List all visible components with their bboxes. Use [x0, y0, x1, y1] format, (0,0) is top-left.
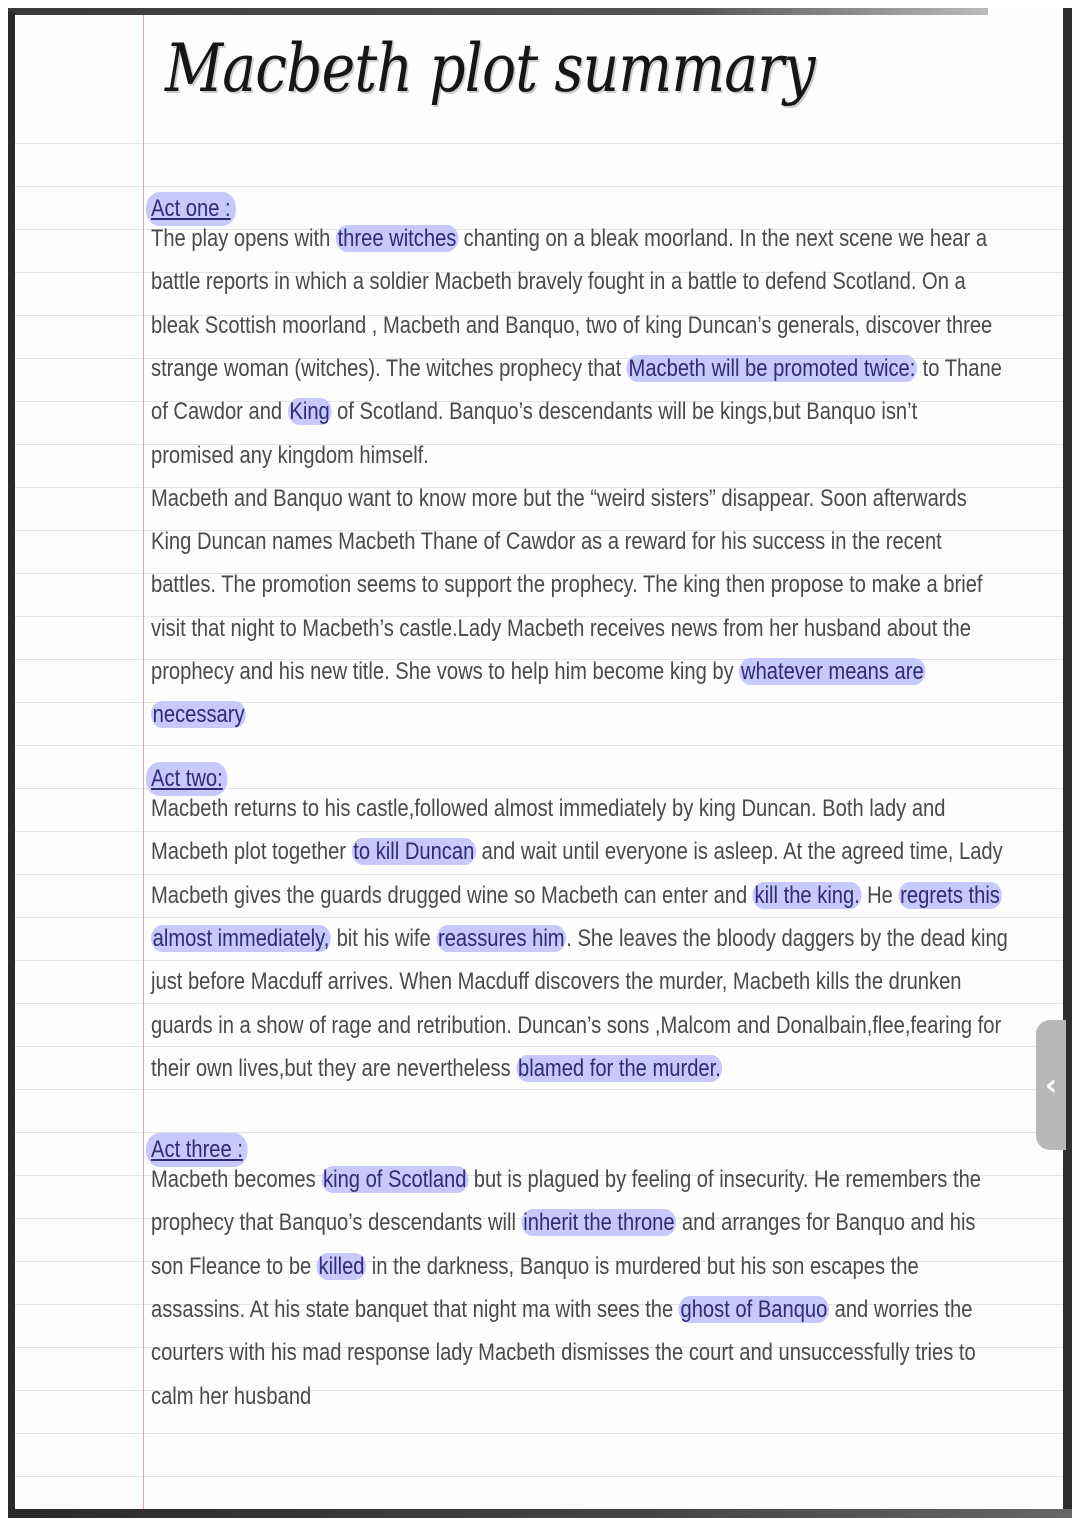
highlighted-text: blamed for the murder. — [518, 1054, 721, 1082]
highlighted-text: almost immediately, — [152, 924, 330, 952]
text-run: and wait until everyone is asleep. At the agreed time, Lady — [476, 838, 1003, 866]
text-run: The play opens with — [151, 225, 336, 252]
text-run: just before Macduff arrives. When Macduff discovers the murder, Macbeth kills the drunken — [151, 968, 962, 996]
text-line — [151, 524, 942, 560]
highlighted-text: ghost of Banquo — [680, 1295, 828, 1323]
section-heading: Act one : — [146, 192, 236, 226]
ruled-line — [15, 143, 1063, 144]
ruled-line — [15, 1433, 1063, 1434]
text-line — [151, 1335, 976, 1371]
text-run: King Duncan names Macbeth Thane of Cawdor as a reward for his success in the recent — [151, 528, 942, 556]
text-run: bit his wife — [330, 924, 437, 952]
text-line — [151, 654, 925, 690]
section-heading: Act two: — [146, 762, 228, 796]
page-border-bottom — [8, 1509, 1072, 1518]
text-line — [151, 394, 917, 430]
text-run: and worries the — [829, 1295, 973, 1323]
highlighted-text: whatever means are — [741, 658, 924, 685]
text-run: but is plagued by feeling of insecurity. He remembers the — [468, 1166, 982, 1193]
highlighted-text: to kill Duncan — [353, 838, 475, 866]
section-heading: Act three : — [146, 1133, 248, 1167]
text-run: of Scotland. Banquo’s descendants will be kings,but Banquo isn’t — [331, 398, 918, 426]
ruled-line — [15, 874, 1063, 875]
ruled-line — [15, 1003, 1063, 1004]
ruled-line — [15, 186, 1063, 187]
ruled-line — [15, 1476, 1063, 1477]
highlighted-text: killed — [318, 1252, 365, 1280]
text-line — [151, 1008, 1001, 1044]
ruled-line — [15, 1089, 1063, 1090]
ruled-line — [15, 745, 1063, 746]
ruled-line — [15, 960, 1063, 961]
text-line — [151, 264, 966, 300]
page-border-top — [8, 8, 988, 15]
text-line — [151, 834, 1003, 870]
text-run: to Thane — [917, 354, 1002, 382]
text-run: visit that night to Macbeth’s castle.Lady Macbeth receives news from her husband about the — [151, 614, 971, 642]
ruled-line — [15, 1046, 1063, 1047]
page-border-left — [8, 12, 15, 1512]
text-run: bleak Scottish moorland , Macbeth and Banquo, two of king Duncan’s generals, discover three — [151, 311, 993, 339]
chevron-left-icon: ‹ — [1044, 1067, 1058, 1103]
text-run: Macbeth returns to his castle,followed almost immediately by king Duncan. Both lady and — [151, 795, 946, 822]
page-title: Macbeth plot summary — [165, 30, 815, 107]
text-line — [151, 1162, 981, 1198]
highlighted-text: inherit the throne — [523, 1209, 675, 1237]
text-line — [151, 791, 945, 827]
text-run: strange woman (witches). The witches prophecy that — [151, 354, 627, 382]
text-line — [151, 481, 967, 517]
text-run: their own lives,but they are nevertheless — [151, 1054, 517, 1082]
text-line — [151, 1051, 723, 1087]
text-run: battle reports in which a soldier Macbeth bravely fought in a battle to defend Scotland. On a — [151, 268, 966, 296]
ruled-line — [15, 917, 1063, 918]
text-run: courters with his mad response lady Macbeth dismisses the court and unsuccessfully tries to — [151, 1339, 976, 1367]
text-run: guards in a show of rage and retribution. Duncan’s sons ,Malcom and Donalbain,flee,fearing for — [151, 1011, 1002, 1039]
text-run: battles. The promotion seems to support the prophecy. The king then propose to make a brief — [151, 571, 983, 599]
text-run: prophecy and his new title. She vows to help him become king by — [151, 658, 740, 685]
text-run: Macbeth becomes — [151, 1166, 322, 1193]
text-line — [151, 1249, 919, 1285]
text-run: of Cawdor and — [151, 398, 288, 426]
highlighted-text: king of Scotland — [323, 1166, 467, 1193]
ruled-line — [15, 831, 1063, 832]
text-line — [151, 611, 971, 647]
highlighted-text: Macbeth will be promoted twice: — [628, 354, 916, 382]
margin-line — [143, 15, 144, 1509]
text-run: Macbeth gives the guards drugged wine so Macbeth can enter and — [151, 881, 753, 909]
text-run: and arranges for Banquo and his — [676, 1209, 976, 1237]
text-run: calm her husband — [151, 1382, 312, 1410]
text-run: prophecy that Banquo’s descendants will — [151, 1209, 522, 1237]
highlighted-text: reassures him — [438, 924, 565, 952]
text-run: assassins. At his state banquet that night ma with sees the — [151, 1295, 679, 1323]
text-run: He — [861, 881, 899, 909]
text-line — [151, 351, 1002, 387]
text-run: promised any kingdom himself. — [151, 441, 429, 469]
text-run: Macbeth and Banquo want to know more but the “weird sisters” disappear. Soon afterwards — [151, 484, 967, 512]
text-run: in the darkness, Banquo is murdered but his son escapes the — [366, 1252, 919, 1280]
text-line — [151, 567, 983, 603]
text-line — [151, 438, 429, 474]
text-line — [151, 1292, 972, 1328]
page-border-right — [1063, 8, 1072, 1516]
side-panel-toggle[interactable] — [1036, 1020, 1066, 1150]
text-line — [151, 1379, 311, 1415]
highlighted-text: King — [289, 398, 330, 426]
text-line — [151, 221, 987, 257]
text-run: son Fleance to be — [151, 1252, 317, 1280]
text-line — [151, 964, 962, 1000]
text-line — [151, 878, 1002, 914]
highlighted-text: regrets this — [900, 881, 1000, 909]
highlighted-text: kill the king. — [754, 881, 860, 909]
text-run: chanting on a bleak moorland. In the next scene we hear a — [458, 225, 988, 252]
text-line — [151, 308, 992, 344]
text-line — [151, 1205, 976, 1241]
text-run: Macbeth plot together — [151, 838, 352, 866]
highlighted-text: necessary — [152, 701, 245, 729]
text-line — [151, 697, 246, 733]
text-run: . She leaves the bloody daggers by the dead king — [566, 924, 1008, 952]
text-line — [151, 921, 1008, 957]
highlighted-text: three witches — [337, 225, 457, 252]
